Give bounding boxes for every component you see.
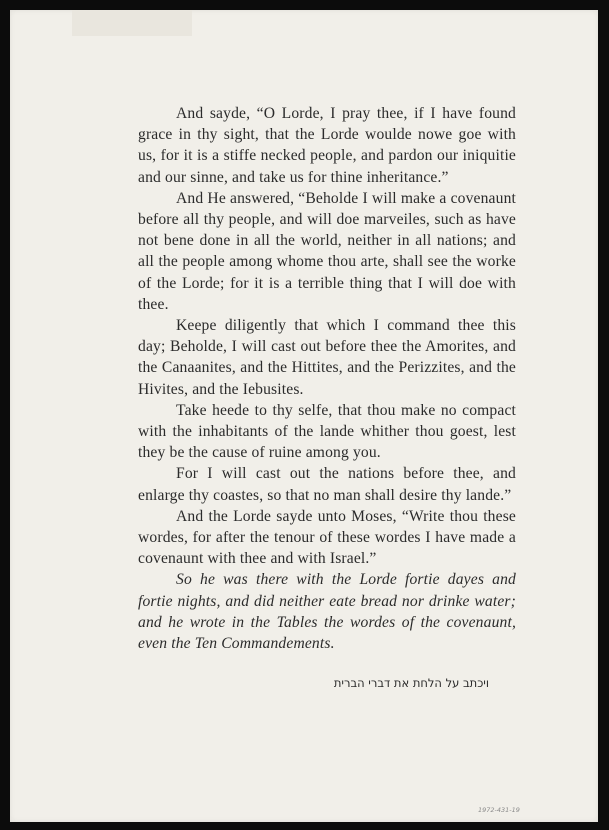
paragraph-5: For I will cast out the nations before thee, and enlarge thy coastes, so that no man shall desire thy lande.”	[138, 465, 516, 504]
paragraph-1: And sayde, “O Lorde, I pray thee, if I have found grace in thy sight, that the Lorde woulde nowe goe with us, for it is a stiffe necked people, and pardon our iniquitie and our sinne, and take us for thine inheritance.”	[138, 105, 516, 186]
paragraph-6: And the Lorde sayde unto Moses, “Write thou these wordes, for after the tenour of these wordes I have made a covenaunt with thee and with Israel.”	[138, 507, 516, 568]
paragraph-2: And He answered, “Beholde I will make a covenaunt before all thy people, and will doe marveiles, such as have not bene done in all the world, neither in all nations; and all the people among whome thou arte, shall see the worke of the Lorde; for it is a terrible thing that I will doe with thee.	[138, 189, 516, 313]
paragraph-3: Keepe diligently that which I command thee this day; Beholde, I will cast out before thee the Amorites, and the Canaanites, and the Hittites, and the Perizzites, and the Hivites, and the Iebusites.	[138, 317, 516, 398]
scripture-text	[138, 103, 516, 654]
hebrew-caption: ויכתב על הלחת את דברי הברית	[333, 676, 489, 690]
paragraph-7-italic: So he was there with the Lorde fortie dayes and fortie nights, and did neither eate bread nor drinke water; and he wrote in the Tables the wordes of the covenaunt, even the Ten Commandements.	[138, 571, 516, 653]
paragraph-4: Take heede to thy selfe, that thou make no compact with the inhabitants of the lande whither thou goest, lest they be the cause of ruine among you.	[138, 401, 516, 462]
paper-sheet	[10, 10, 598, 822]
paper-tab	[72, 10, 192, 36]
accession-number: 1972-431-19	[478, 806, 520, 814]
